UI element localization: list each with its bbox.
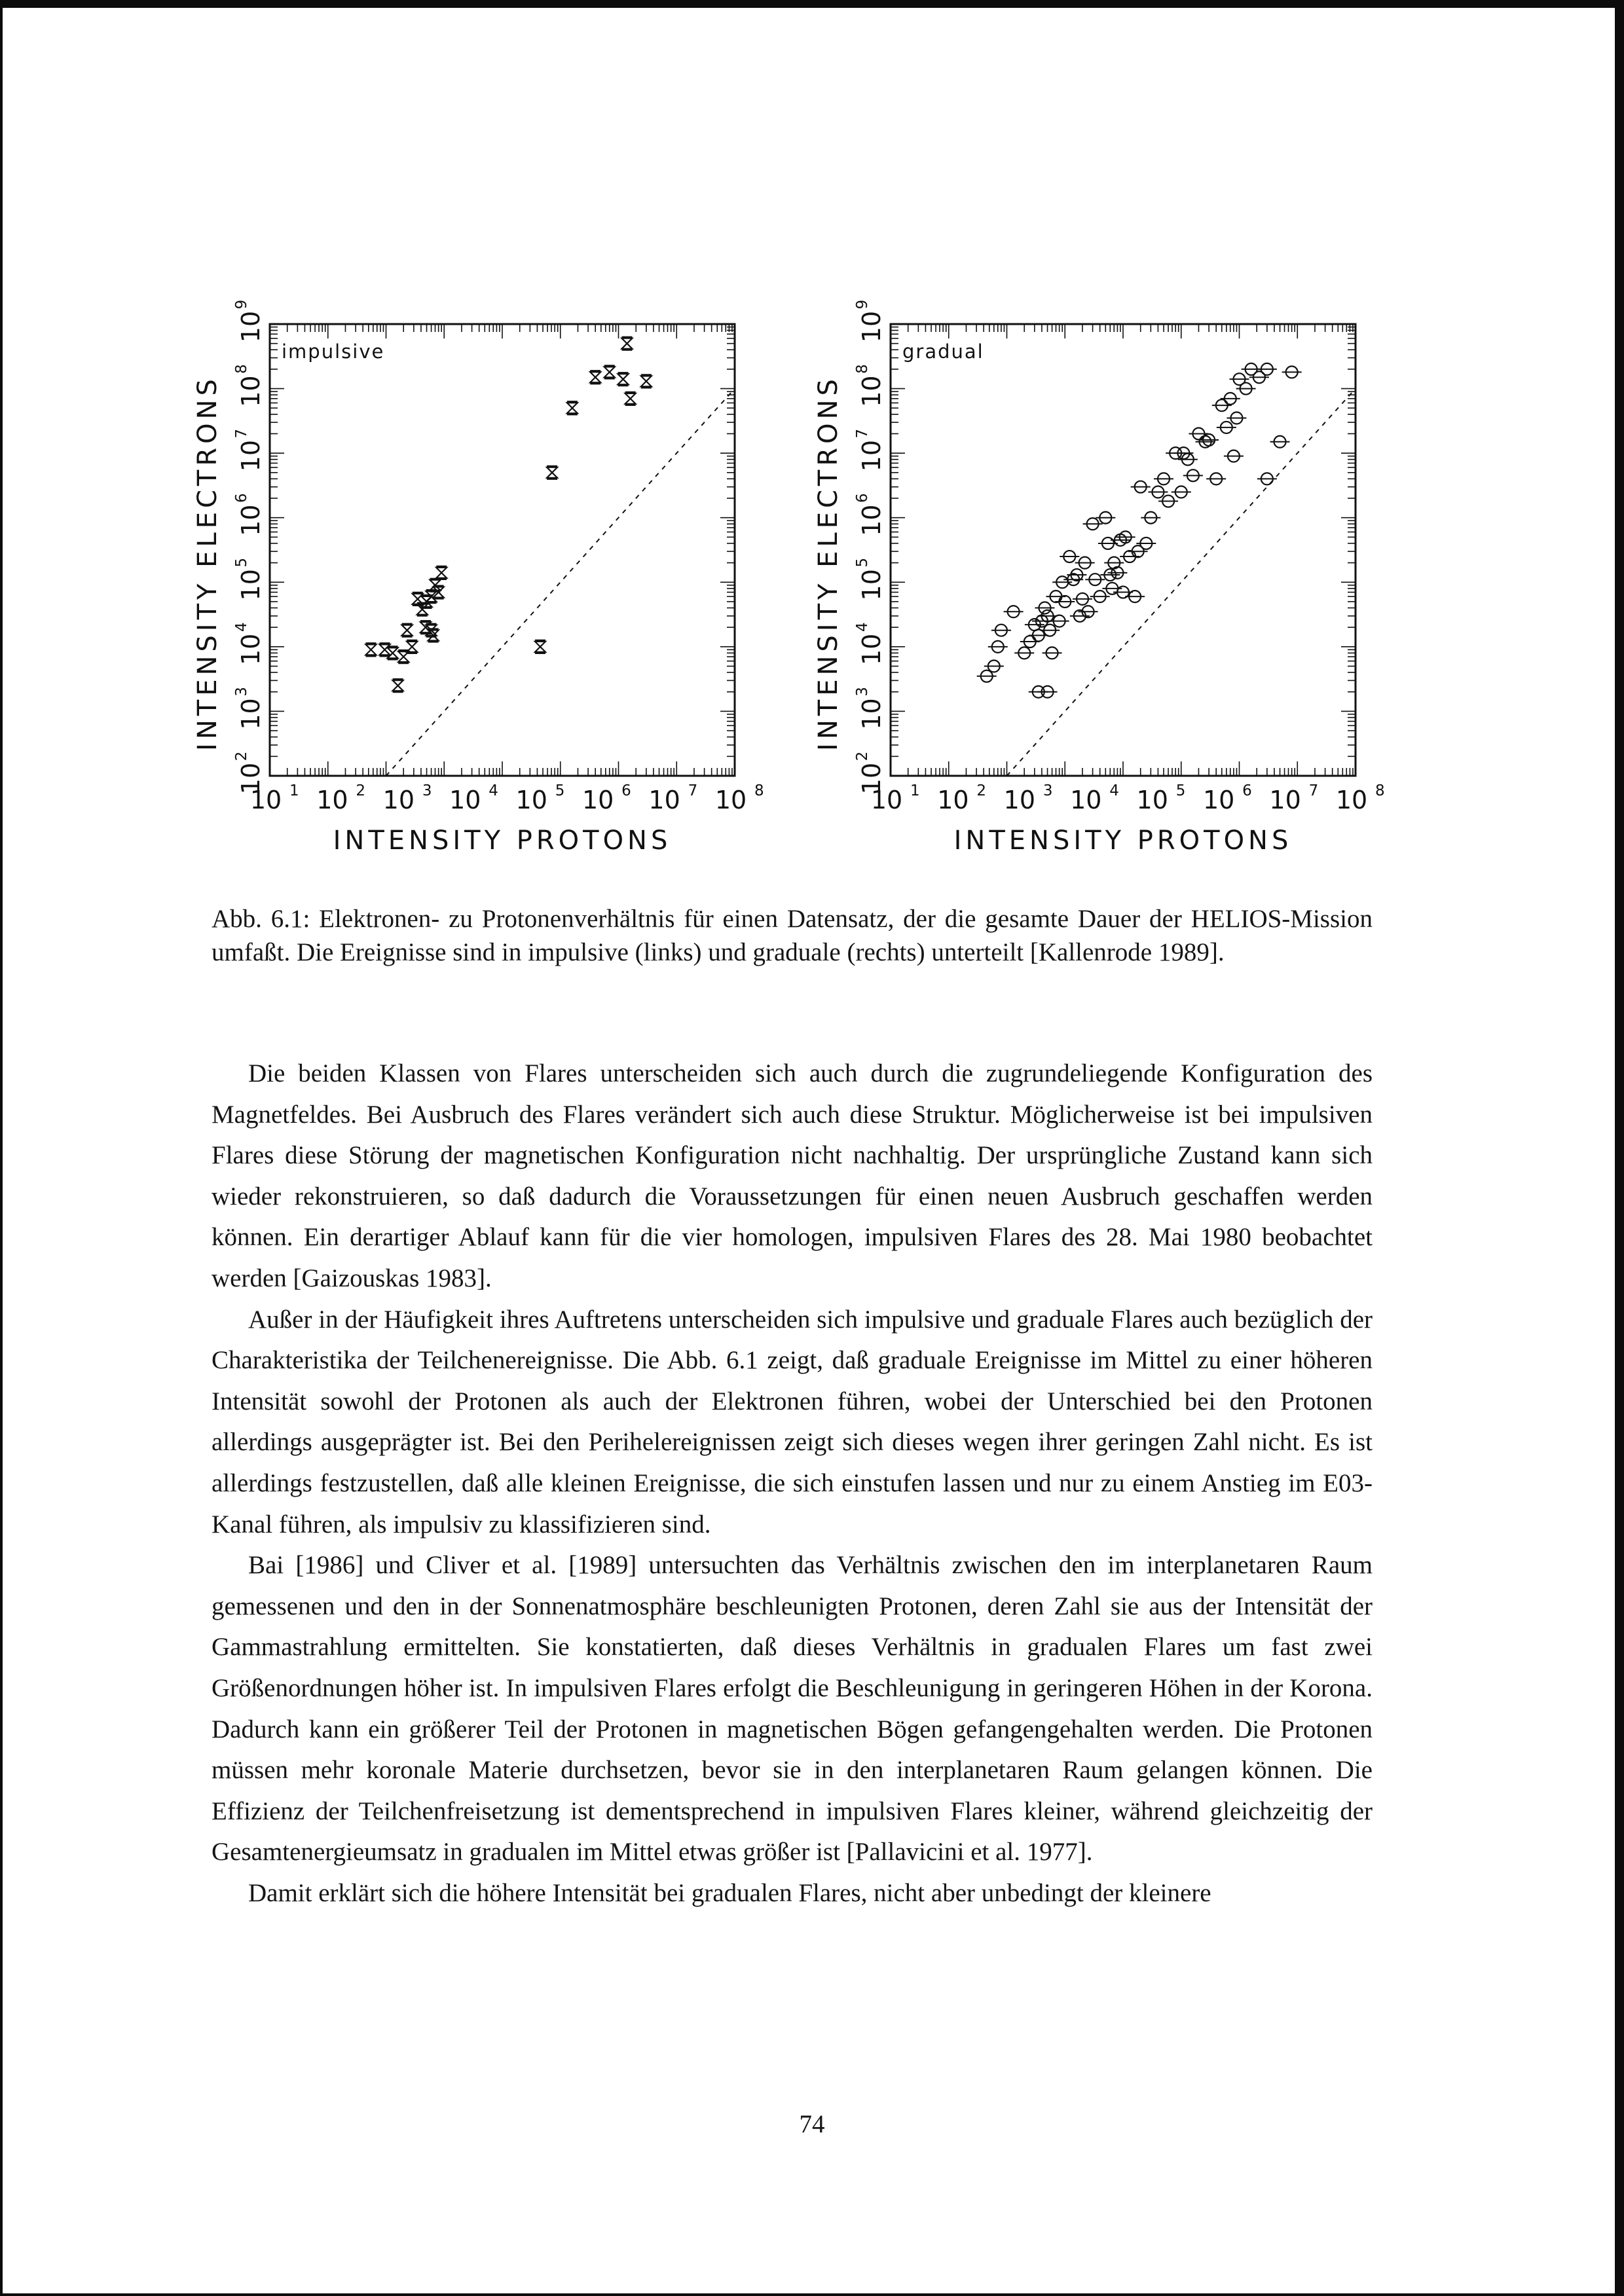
y-tick-label: 10 bbox=[857, 569, 886, 601]
x-tick-exponent: 3 bbox=[422, 782, 432, 799]
y-tick-exponent: 5 bbox=[854, 557, 871, 568]
y-tick-label: 10 bbox=[236, 762, 265, 795]
y-tick-exponent: 6 bbox=[233, 493, 250, 503]
data-point bbox=[535, 640, 545, 653]
x-tick-exponent: 2 bbox=[976, 782, 987, 799]
y-tick-label: 10 bbox=[857, 504, 886, 536]
data-point bbox=[1014, 647, 1034, 659]
x-tick-label: 10 bbox=[870, 786, 903, 814]
data-point bbox=[1206, 473, 1226, 484]
data-point bbox=[621, 337, 632, 350]
x-tick-label: 10 bbox=[382, 786, 415, 814]
data-point bbox=[1060, 551, 1079, 562]
data-point bbox=[1090, 591, 1110, 602]
plot-frame bbox=[270, 324, 735, 776]
y-tick-exponent: 9 bbox=[854, 299, 871, 310]
y-tick-exponent: 8 bbox=[854, 364, 871, 374]
axis-ticks bbox=[891, 324, 1356, 776]
y-tick-exponent: 9 bbox=[233, 299, 250, 310]
y-tick-label: 10 bbox=[236, 310, 265, 343]
y-tick-exponent: 7 bbox=[854, 428, 871, 439]
y-tick-label: 10 bbox=[236, 439, 265, 472]
panel-label: impulsive bbox=[282, 340, 385, 363]
x-tick-exponent: 8 bbox=[1375, 782, 1385, 799]
impulsive-panel bbox=[193, 300, 764, 856]
paragraph: Damit erklärt sich die höhere Intensität bei gradualen Flares, nicht aber unbedingt der kleinere bbox=[248, 1878, 1211, 1907]
data-point bbox=[1199, 434, 1219, 446]
data-point bbox=[1221, 393, 1240, 405]
data-point bbox=[402, 624, 413, 637]
data-point bbox=[618, 373, 629, 386]
data-points bbox=[977, 363, 1302, 698]
data-point bbox=[991, 625, 1011, 636]
x-tick-exponent: 5 bbox=[555, 782, 565, 799]
x-tick-label: 10 bbox=[249, 786, 282, 814]
x-tick-exponent: 4 bbox=[1109, 782, 1119, 799]
x-tick-label: 10 bbox=[1202, 786, 1235, 814]
data-point bbox=[1131, 481, 1151, 493]
y-tick-exponent: 3 bbox=[233, 687, 250, 697]
body-text bbox=[212, 1053, 1373, 1914]
gradual-panel bbox=[813, 300, 1385, 856]
data-point bbox=[1183, 469, 1203, 481]
y-tick-exponent: 2 bbox=[854, 751, 871, 761]
data-point bbox=[547, 466, 557, 479]
x-tick-exponent: 1 bbox=[910, 782, 920, 799]
data-point bbox=[1055, 596, 1075, 608]
x-tick-label: 10 bbox=[449, 786, 481, 814]
x-tick-exponent: 7 bbox=[688, 782, 698, 799]
y-tick-exponent: 6 bbox=[854, 493, 871, 503]
x-tick-label: 10 bbox=[1269, 786, 1301, 814]
y-tick-label: 10 bbox=[857, 762, 886, 795]
page-number: 74 bbox=[799, 2110, 825, 2138]
x-tick-exponent: 6 bbox=[621, 782, 631, 799]
y-tick-label: 10 bbox=[236, 633, 265, 666]
data-point bbox=[1038, 686, 1058, 698]
figure-caption: Abb. 6.1: Elektronen- zu Protonenverhältnis für einen Datensatz, der die gesamte Dauer der HELIOS-Mission umfaßt. Die Ereignisse sind in impulsive (links) und graduale (rechts) unterteilt [Kallenrode 1989]. bbox=[212, 905, 1373, 966]
y-tick-label: 10 bbox=[236, 504, 265, 536]
data-point bbox=[436, 566, 447, 579]
x-tick-exponent: 6 bbox=[1242, 782, 1252, 799]
y-tick-label: 10 bbox=[857, 633, 886, 666]
data-point bbox=[1052, 576, 1072, 588]
y-tick-exponent: 4 bbox=[233, 622, 250, 632]
y-tick-exponent: 5 bbox=[233, 557, 250, 568]
y-tick-exponent: 8 bbox=[233, 364, 250, 374]
axis-ticks bbox=[270, 324, 735, 776]
x-tick-label: 10 bbox=[1070, 786, 1102, 814]
x-axis-title: INTENSITY PROTONS bbox=[953, 826, 1293, 856]
x-tick-label: 10 bbox=[1136, 786, 1168, 814]
data-point bbox=[1075, 557, 1095, 569]
x-tick-label: 10 bbox=[515, 786, 547, 814]
data-point bbox=[1189, 428, 1208, 439]
data-point bbox=[1224, 450, 1244, 462]
data-point bbox=[1104, 557, 1124, 569]
x-tick-exponent: 3 bbox=[1043, 782, 1053, 799]
data-point bbox=[625, 392, 636, 405]
data-point bbox=[1257, 473, 1277, 484]
x-tick-label: 10 bbox=[714, 786, 747, 814]
data-point bbox=[1270, 436, 1290, 448]
data-point bbox=[1073, 593, 1092, 605]
y-tick-label: 10 bbox=[857, 698, 886, 730]
y-tick-label: 10 bbox=[857, 439, 886, 472]
data-point bbox=[1043, 647, 1062, 659]
y-tick-label: 10 bbox=[236, 569, 265, 601]
data-point bbox=[1154, 473, 1173, 484]
y-axis-title: INTENSITY ELECTRONS bbox=[813, 375, 843, 751]
x-tick-label: 10 bbox=[648, 786, 680, 814]
x-tick-exponent: 2 bbox=[356, 782, 366, 799]
data-point bbox=[641, 374, 652, 388]
data-point bbox=[393, 679, 403, 692]
y-tick-exponent: 3 bbox=[854, 687, 871, 697]
x-tick-label: 10 bbox=[1335, 786, 1368, 814]
panel-label: gradual bbox=[902, 340, 984, 363]
x-tick-exponent: 8 bbox=[754, 782, 764, 799]
y-tick-exponent: 4 bbox=[854, 622, 871, 632]
data-point bbox=[1282, 366, 1302, 378]
data-point bbox=[604, 365, 615, 378]
x-tick-label: 10 bbox=[937, 786, 969, 814]
figure-6-1 bbox=[0, 0, 1624, 864]
x-tick-label: 10 bbox=[316, 786, 348, 814]
data-point bbox=[988, 641, 1008, 653]
y-tick-label: 10 bbox=[236, 375, 265, 407]
data-point bbox=[1196, 436, 1215, 448]
data-point bbox=[1212, 399, 1232, 411]
data-point bbox=[417, 603, 428, 616]
data-points bbox=[365, 337, 651, 693]
y-tick-exponent: 7 bbox=[233, 428, 250, 439]
y-tick-label: 10 bbox=[857, 375, 886, 407]
data-point bbox=[1141, 512, 1160, 524]
x-tick-label: 10 bbox=[1003, 786, 1036, 814]
paragraph: Außer in der Häufigkeit ihres Auftretens unterscheiden sich impulsive und graduale Flares auch bezüglich der Charakteristika der Teilchenereignisse. Die Abb. 6.1 zeigt, daß graduale Ereignisse im Mittel zu einer höheren Intensität sowohl der Protonen als auch der Elektronen führen, wobei der Unterschied bei den Protonen allerdings ausgeprägter ist. Bei den Perihelereignissen zeigt sich dieses wegen ihrer geringen Zahl nicht. Es ist allerdings festzustellen, daß alle kleinen Ereignisse, die sich einstufen lassen und nur zu einem Anstieg im E03-Kanal führen, als impulsiv zu klassifizieren sind. bbox=[212, 1305, 1373, 1539]
data-point bbox=[1249, 371, 1269, 383]
data-point bbox=[1136, 538, 1156, 549]
data-point bbox=[1173, 447, 1193, 459]
scan-border-bottom bbox=[0, 2293, 1624, 2296]
paragraph: Bai [1986] und Cliver et al. [1989] untersuchten das Verhältnis zwischen den im interplanetaren Raum gemessenen und den in der Sonnenatmosphäre beschleunigten Protonen, deren Zahl sie aus der Intensität der Gammastrahlung ermittelten. Sie konstatierten, daß dieses Verhältnis in gradualen Flares um fast zwei Größenordnungen höher ist. In impulsiven Flares erfolgt die Beschleunigung in geringeren Höhen in der Korona. Dadurch kann ein größerer Teil der Protonen in magnetischen Bögen gefangengehalten werden. Die Protonen müssen mehr koronale Materie durchsetzen, bevor sie in den interplanetaren Raum gelangen können. Die Effizienz der Teilchenfreisetzung ist dementsprechend in impulsiven Flares kleiner, während gleichzeitig der Gesamtenergieumsatz in gradualen im Mittel etwas größer ist [Pallavicini et al. 1977]. bbox=[212, 1551, 1373, 1867]
x-tick-exponent: 5 bbox=[1175, 782, 1186, 799]
data-point bbox=[1128, 545, 1148, 557]
data-point bbox=[1004, 606, 1024, 617]
y-axis-title: INTENSITY ELECTRONS bbox=[193, 375, 223, 751]
data-point bbox=[1029, 629, 1048, 641]
data-point bbox=[1257, 363, 1277, 375]
data-point bbox=[567, 401, 578, 414]
y-tick-label: 10 bbox=[857, 310, 886, 343]
data-point bbox=[590, 371, 600, 384]
x-tick-exponent: 7 bbox=[1308, 782, 1319, 799]
x-tick-label: 10 bbox=[581, 786, 614, 814]
y-tick-label: 10 bbox=[236, 698, 265, 730]
x-tick-exponent: 4 bbox=[489, 782, 498, 799]
x-axis-title: INTENSITY PROTONS bbox=[333, 826, 672, 856]
y-tick-exponent: 2 bbox=[233, 751, 250, 761]
data-point bbox=[407, 640, 417, 653]
paragraph: Die beiden Klassen von Flares unterscheiden sich auch durch die zugrundeliegende Konfiguration des Magnetfeldes. Bei Ausbruch des Flares verändert sich auch diese Struktur. Möglicherweise ist bei impulsiven Flares diese Störung der magnetischen Konfiguration nicht nachhaltig. Der ursprüngliche Zustand kann sich wieder rekonstruieren, so daß dadurch die Voraussetzungen für einen neuen Ausbruch geschaffen werden können. Ein derartiger Ablauf kann für die vier homologen, impulsiven Flares des 28. Mai 1980 beobachtet werden [Gaizouskas 1983]. bbox=[212, 1059, 1373, 1292]
x-tick-exponent: 1 bbox=[289, 782, 299, 799]
data-point bbox=[365, 643, 376, 656]
data-point bbox=[1172, 486, 1191, 498]
plot-frame bbox=[891, 324, 1356, 776]
